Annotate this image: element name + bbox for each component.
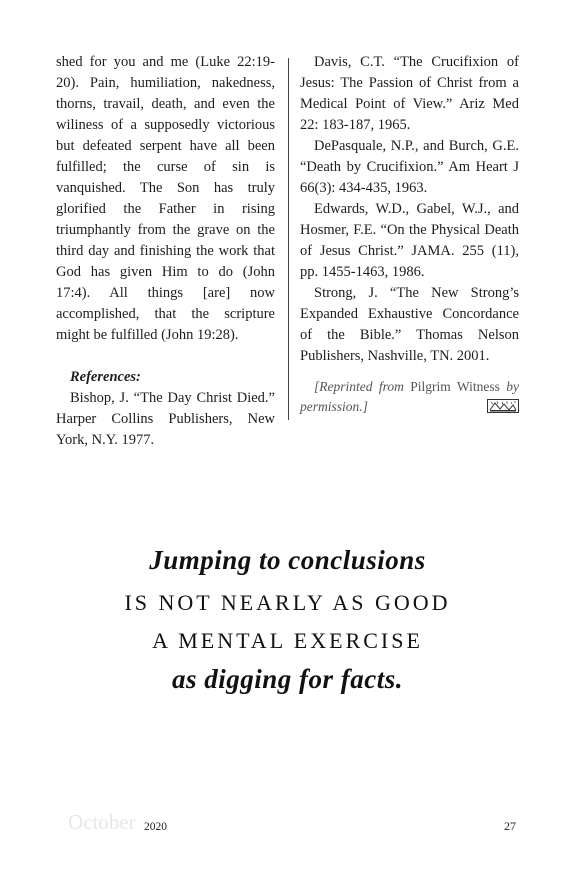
reference-item: Edwards, W.D., Gabel, W.J., and Hosmer, F.E. “On the Physical Death of Jesus Christ.” JAMA. 255 (11), pp. 1455-1463, 1986. xyxy=(300,201,519,280)
reference-item: Bishop, J. “The Day Christ Died.” Harper Collins Publishers, New York, N.Y. 1977. xyxy=(56,390,275,448)
reprint-credit xyxy=(300,377,519,417)
left-column xyxy=(56,52,275,451)
credit-suffix: by permission.] xyxy=(300,379,519,414)
reference-item: Strong, J. “The New Strong’s Expanded Exhaustive Concordance of the Bible.” Thomas Nelson Publishers, Nashville, TN. 2001. xyxy=(300,285,519,364)
quote-line-4: as digging for facts. xyxy=(171,664,403,694)
quote-line-2: IS NOT NEARLY AS GOOD xyxy=(124,590,451,615)
page-number: 27 xyxy=(504,819,516,833)
body-paragraph: shed for you and me (Luke 22:19-20). Pain, humiliation, nakedness, thorns, travail, death, and even the wiliness of a supposedly victorious but defeated serpent have all been fulfilled; the curse of sin is vanquished. The Son has truly glorified the Father in rising triumphantly from the grave on the third day and finishing the work that God has given Him to do (John 17:4). All things [are] now accomplished, that the scripture might be fulfilled (John 19:28). xyxy=(56,54,275,343)
column-divider xyxy=(288,58,289,420)
reference-item: Davis, C.T. “The Crucifixion of Jesus: The Passion of Christ from a Medical Point of View.” Ariz Med 22: 183-187, 1965. xyxy=(300,54,519,133)
footer-year: 2020 xyxy=(144,821,167,833)
right-column xyxy=(300,52,519,417)
quote-line-3: A MENTAL EXERCISE xyxy=(152,628,423,653)
footer-month-watermark: October xyxy=(68,810,136,834)
publisher-logo-icon xyxy=(487,399,519,413)
references-heading: References: xyxy=(70,369,141,385)
credit-prefix: [Reprinted from xyxy=(314,379,411,394)
credit-source: Pilgrim Witness xyxy=(410,379,500,394)
quote-line-1: Jumping to conclusions xyxy=(149,545,426,575)
reference-item: DePasquale, N.P., and Burch, G.E. “Death by Crucifixion.” Am Heart J 66(3): 434-435, 1963. xyxy=(300,138,519,196)
